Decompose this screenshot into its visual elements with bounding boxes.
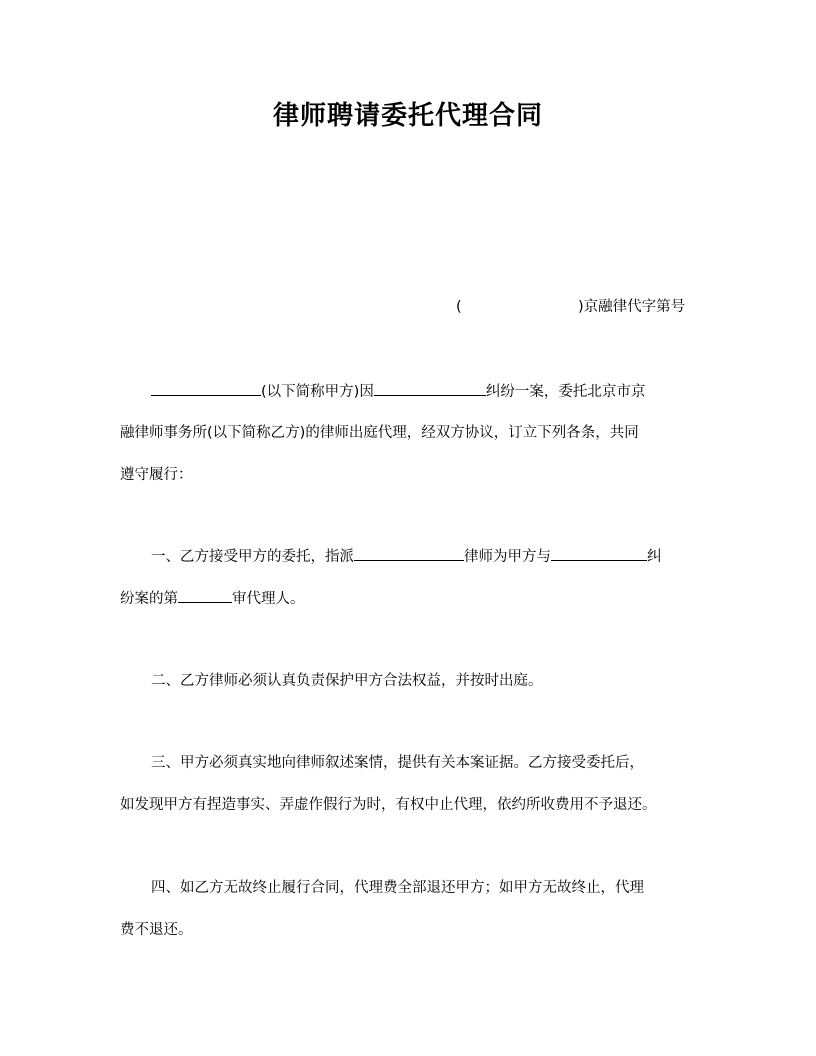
preamble-text-1a: (以下简称甲方)因	[261, 384, 374, 400]
clause-1-line-2	[120, 587, 700, 609]
clause-1-text-a: 一、乙方接受甲方的委托，指派	[151, 549, 354, 565]
clause-3-text-1: 三、甲方必须真实地向律师叙述案情，提供有关本案证据。乙方接受委托后，	[151, 755, 644, 771]
preamble-line-2: 融律师事务所(以下简称乙方)的律师出庭代理，经双方协议，订立下列各条，共同	[120, 425, 639, 441]
clause-1-text-d: 纷案的第	[120, 591, 178, 607]
party-a-blank[interactable]	[151, 380, 261, 396]
document-title: 律师聘请委托代理合同	[272, 101, 543, 131]
clause-3	[120, 752, 700, 816]
reference-suffix: )京融律代字第号	[578, 299, 686, 315]
trial-instance-blank[interactable]	[178, 587, 232, 603]
clause-4-text-1: 四、如乙方无故终止履行合同，代理费全部退还甲方；如甲方无故终止，代理	[151, 880, 644, 896]
clause-1	[120, 545, 700, 609]
clause-2	[120, 670, 700, 692]
lawyer-name-blank[interactable]	[354, 545, 464, 561]
preamble-paragraph	[120, 380, 700, 486]
clause-4-line-2: 费不退还。	[120, 922, 193, 938]
reference-open-paren: (	[456, 299, 462, 315]
clause-3-line-1	[120, 752, 700, 774]
clause-1-text-b: 律师为甲方与	[464, 549, 551, 565]
clause-1-text-e: 审代理人。	[232, 591, 305, 607]
opposing-party-blank[interactable]	[551, 545, 647, 561]
clause-3-line-2: 如发现甲方有捏造事实、弄虚作假行为时，有权中止代理，依约所收费用不予退还。	[120, 797, 657, 813]
reference-number	[456, 296, 716, 318]
dispute-blank[interactable]	[374, 380, 486, 396]
clause-2-line-1	[120, 670, 700, 692]
preamble-line-3: 遵守履行：	[120, 467, 193, 483]
preamble-line-1	[120, 380, 700, 402]
clause-4	[120, 877, 700, 941]
clause-1-line-1	[120, 545, 700, 567]
clause-2-text: 二、乙方律师必须认真负责保护甲方合法权益，并按时出庭。	[151, 673, 543, 689]
clause-4-line-1	[120, 877, 700, 899]
clause-1-text-c: 纠	[647, 549, 662, 565]
preamble-text-1b: 纠纷一案，委托北京市京	[485, 384, 646, 400]
